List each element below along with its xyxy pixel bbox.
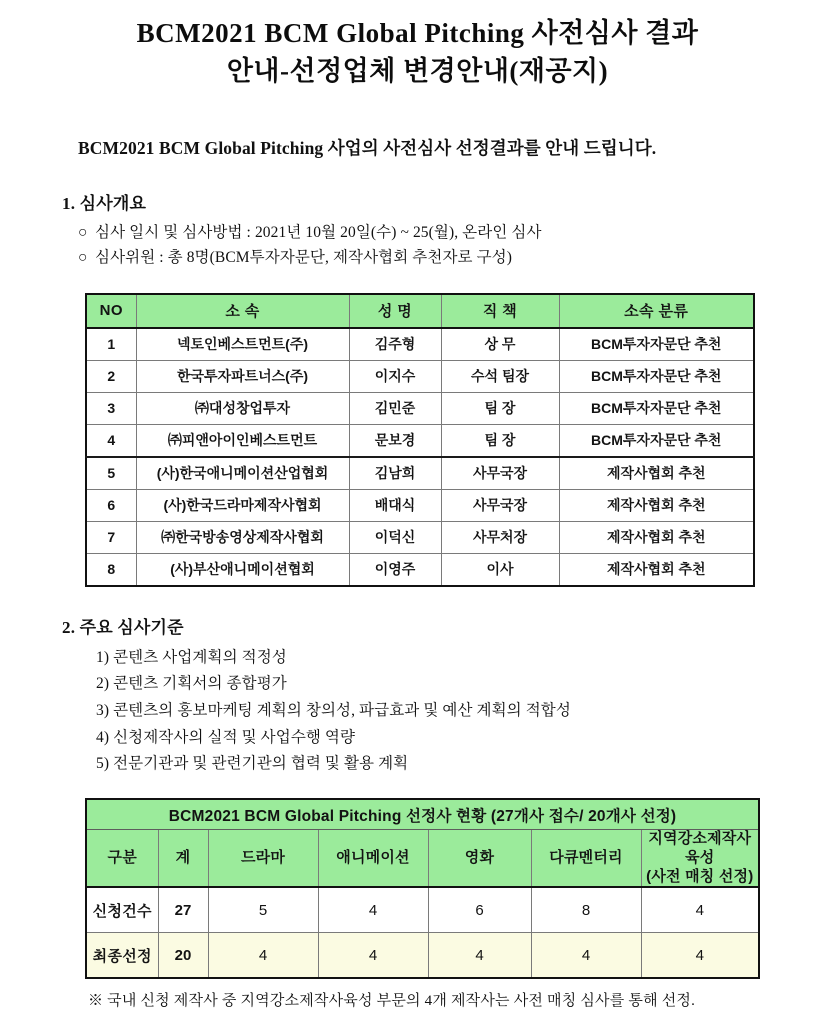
table-row [86, 328, 754, 361]
list-item: 4) 신청제작사의 실적 및 사업수행 역량 [96, 728, 356, 746]
cell-row-label: 신청건수 [86, 887, 158, 933]
table-row [86, 887, 759, 933]
cell-local: 4 [641, 933, 759, 979]
cell-film: 6 [428, 887, 531, 933]
cell-name: 문보경 [349, 424, 441, 457]
intro-paragraph: BCM2021 BCM Global Pitching 사업의 사전심사 선정결과를 안내 드립니다. [78, 137, 657, 158]
cell-no: 5 [86, 457, 136, 490]
cell-category: 제작사협회 추천 [559, 553, 754, 586]
section-1-heading: 1. 심사개요 [62, 193, 147, 213]
cell-role: 사무국장 [441, 489, 559, 521]
col-header-no: NO [86, 294, 136, 328]
section-1-bullet-list [78, 220, 835, 271]
col-header-org: 소 속 [136, 294, 349, 328]
table-row [86, 424, 754, 457]
members-table-wrapper [85, 293, 835, 587]
bullet-text: 심사위원 : 총 8명(BCM투자자문단, 제작사협회 추천자로 구성) [95, 249, 512, 267]
table-header-row [86, 830, 759, 888]
cell-org: ㈜피앤아이인베스트먼트 [136, 424, 349, 457]
bullet-circle-icon: ○ [78, 223, 88, 241]
table-row [86, 360, 754, 392]
cell-category: BCM투자자문단 추천 [559, 392, 754, 424]
cell-no: 8 [86, 553, 136, 586]
status-table-title: BCM2021 BCM Global Pitching 선정사 현황 (27개사 접수/ 20개사 선정) [86, 799, 759, 830]
cell-no: 7 [86, 521, 136, 553]
cell-no: 3 [86, 392, 136, 424]
list-item: 2) 콘텐츠 기획서의 종합평가 [96, 675, 287, 693]
table-row [86, 392, 754, 424]
bullet-circle-icon: ○ [78, 249, 88, 267]
col-header-local-line2: (사전 매칭 선정) [646, 867, 754, 885]
col-header-name: 성 명 [349, 294, 441, 328]
cell-name: 이덕신 [349, 521, 441, 553]
cell-drama: 5 [208, 887, 318, 933]
cell-role: 상 무 [441, 328, 559, 361]
cell-role: 팀 장 [441, 392, 559, 424]
cell-drama: 4 [208, 933, 318, 979]
cell-local: 4 [641, 887, 759, 933]
cell-name: 이지수 [349, 360, 441, 392]
cell-name: 배대식 [349, 489, 441, 521]
col-header-film: 영화 [428, 830, 531, 888]
col-header-local-line1: 지역강소제작사육성 [648, 830, 752, 866]
review-members-table [85, 293, 755, 587]
cell-category: 제작사협회 추천 [559, 457, 754, 490]
col-header-division: 구분 [86, 830, 158, 888]
col-header-animation: 애니메이션 [318, 830, 428, 888]
cell-org: 넥토인베스트먼트(주) [136, 328, 349, 361]
cell-no: 1 [86, 328, 136, 361]
status-table-title-row [86, 799, 759, 830]
table-row [86, 457, 754, 490]
cell-documentary: 4 [531, 933, 641, 979]
col-header-total: 계 [158, 830, 208, 888]
cell-name: 김민준 [349, 392, 441, 424]
cell-category: 제작사협회 추천 [559, 489, 754, 521]
page-title [0, 0, 835, 91]
cell-category: BCM투자자문단 추천 [559, 328, 754, 361]
section-2-criteria-list [96, 645, 835, 778]
cell-total: 27 [158, 887, 208, 933]
selection-status-table [85, 798, 760, 979]
cell-category: BCM투자자문단 추천 [559, 360, 754, 392]
cell-name: 이영주 [349, 553, 441, 586]
cell-org: (사)한국드라마제작사협회 [136, 489, 349, 521]
table-row [86, 521, 754, 553]
col-header-category: 소속 분류 [559, 294, 754, 328]
cell-org: 한국투자파트너스(주) [136, 360, 349, 392]
section-2-heading: 2. 주요 심사기준 [62, 617, 184, 637]
cell-no: 4 [86, 424, 136, 457]
col-header-documentary: 다큐멘터리 [531, 830, 641, 888]
cell-org: ㈜대성창업투자 [136, 392, 349, 424]
list-item [78, 245, 835, 271]
cell-animation: 4 [318, 933, 428, 979]
cell-row-label: 최종선정 [86, 933, 158, 979]
list-item: 1) 콘텐츠 사업계획의 적정성 [96, 648, 287, 666]
cell-animation: 4 [318, 887, 428, 933]
cell-name: 김주형 [349, 328, 441, 361]
cell-role: 수석 팀장 [441, 360, 559, 392]
title-line-1: BCM2021 BCM Global Pitching 사전심사 결과 [136, 18, 699, 48]
title-line-2: 안내-선정업체 변경안내(재공지) [226, 56, 609, 87]
cell-org: (사)부산애니메이션협회 [136, 553, 349, 586]
cell-role: 팀 장 [441, 424, 559, 457]
cell-org: ㈜한국방송영상제작사협회 [136, 521, 349, 553]
col-header-local-support [641, 830, 759, 888]
cell-role: 사무국장 [441, 457, 559, 490]
bullet-text: 심사 일시 및 심사방법 : 2021년 10월 20일(수) ~ 25(월), 온라인 심사 [95, 223, 542, 241]
table-row [86, 489, 754, 521]
cell-role: 사무처장 [441, 521, 559, 553]
list-item [78, 220, 835, 246]
cell-category: BCM투자자문단 추천 [559, 424, 754, 457]
cell-no: 2 [86, 360, 136, 392]
table-row [86, 553, 754, 586]
cell-name: 김남희 [349, 457, 441, 490]
cell-documentary: 8 [531, 887, 641, 933]
status-table-wrapper [85, 798, 835, 979]
table-row [86, 933, 759, 979]
cell-film: 4 [428, 933, 531, 979]
list-item: 5) 전문기관과 및 관련기관의 협력 및 활용 계획 [96, 755, 409, 773]
table-header-row [86, 294, 754, 328]
status-table-footnote: ※ 국내 신청 제작사 중 지역강소제작사육성 부문의 4개 제작사는 사전 매칭 심사를 통해 선정. [88, 993, 696, 1010]
col-header-role: 직 책 [441, 294, 559, 328]
cell-role: 이사 [441, 553, 559, 586]
list-item: 3) 콘텐츠의 홍보마케팅 계획의 창의성, 파급효과 및 예산 계획의 적합성 [96, 702, 571, 720]
cell-org: (사)한국애니메이션산업협회 [136, 457, 349, 490]
col-header-drama: 드라마 [208, 830, 318, 888]
cell-no: 6 [86, 489, 136, 521]
cell-category: 제작사협회 추천 [559, 521, 754, 553]
cell-total: 20 [158, 933, 208, 979]
